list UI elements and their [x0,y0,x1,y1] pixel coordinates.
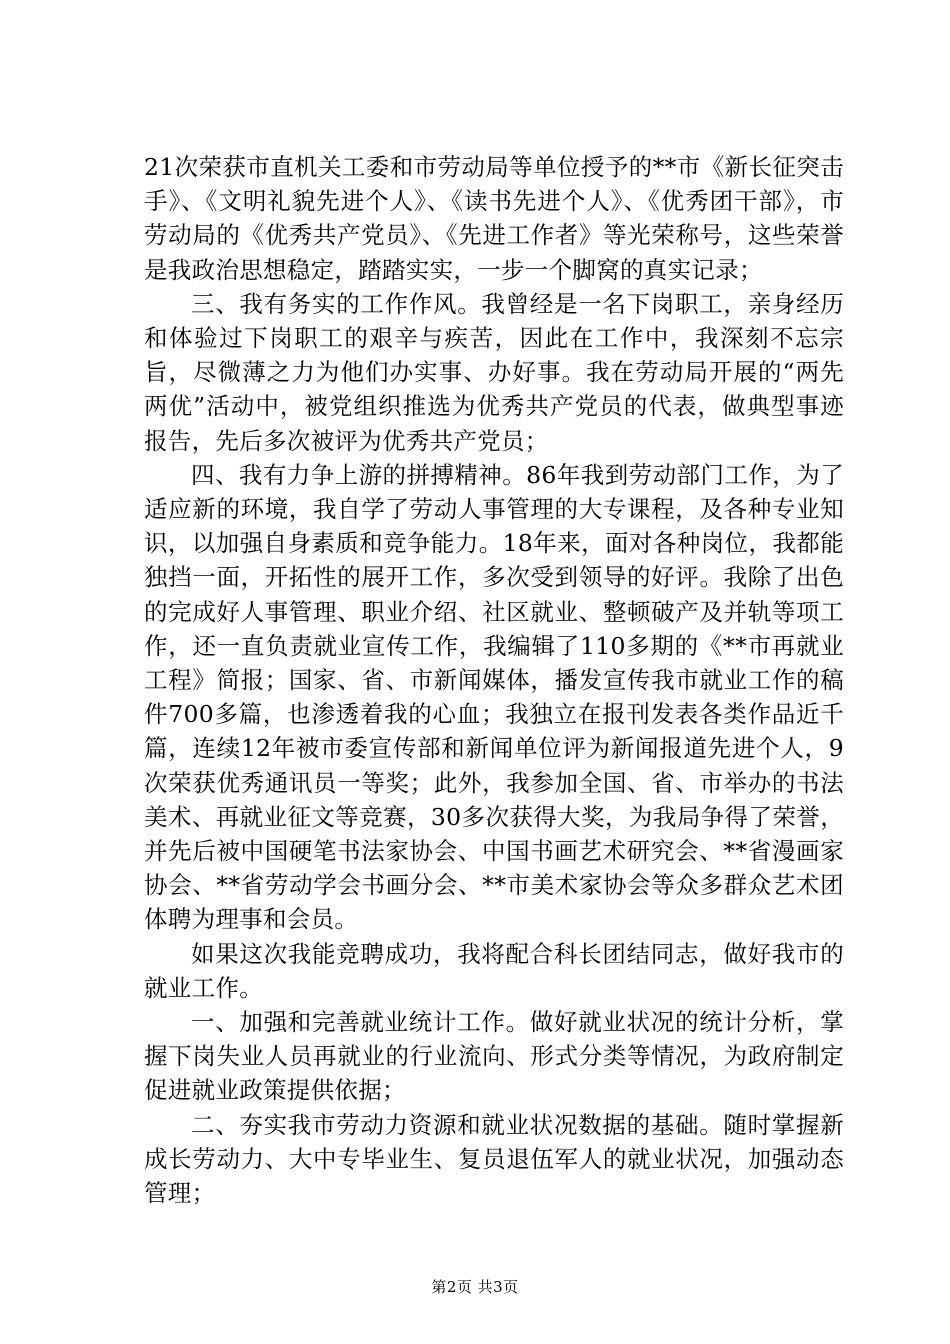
paragraph-plan-one: 一、加强和完善就业统计工作。做好就业状况的统计分析，掌握下岗失业人员再就业的行业流向、形式分类等情况，为政府制定促进就业政策提供依据； [144,1008,844,1105]
paragraph-if-successful: 如果这次我能竞聘成功，我将配合科长团结同志，做好我市的就业工作。 [144,939,844,1002]
paragraph-plan-two: 二、夯实我市劳动力资源和就业状况数据的基础。随时掌握新成长劳动力、大中专毕业生、复员退伍军人的就业状况，加强动态管理； [144,1110,844,1208]
page-number-footer: 第2页 共3页 [431,1278,519,1296]
paragraph-striving-spirit: 四、我有力争上游的拼搏精神。86年我到劳动部门工作，为了适应新的环境，我自学了劳动人事管理的大专课程，及各种专业知识，以加强自身素质和竞争能力。18年来，面对各种岗位，我都能独挡一面，开拓性的展开工作，多次受到领导的好评。我除了出色的完成好人事管理、职业介绍、社区就业、整顿破产及并轨等项工作，还一直负责就业宣传工作，我编辑了110多期的《**市再就业工程》简报；国家、省、市新闻媒体，播发宣传我市就业工作的稿件700多篇，也渗透着我的心血；我独立在报刊发表各类作品近千篇，连续12年被市委宣传部和新闻单位评为新闻报道先进个人，9次荣获优秀通讯员一等奖；此外，我参加全国、省、市举办的书法美术、再就业征文等竞赛，30多次获得大奖，为我局争得了荣誉，并先后被中国硬笔书法家协会、中国书画艺术研究会、**省漫画家协会、**省劳动学会书画分会、**市美术家协会等众多群众艺术团体聘为理事和会员。 [144,460,844,934]
document-body [144,150,844,1210]
paragraph-honors: 21次荣获市直机关工委和市劳动局等单位授予的**市《新长征突击手》、《文明礼貌先进个人》、《读书先进个人》、《优秀团干部》，市劳动局的《优秀共产党员》、《先进工作者》等光荣称号，这些荣誉是我政治思想稳定，踏踏实实，一步一个脚窝的真实记录； [144,153,844,284]
paragraph-work-style: 三、我有务实的工作作风。我曾经是一名下岗职工，亲身经历和体验过下岗职工的艰辛与疾苦，因此在工作中，我深刻不忘宗旨，尽微薄之力为他们办实事、办好事。我在劳动局开展的“两先两优”活动中，被党组织推选为优秀共产党员的代表，做典型事迹报告，先后多次被评为优秀共产党员； [144,289,844,455]
